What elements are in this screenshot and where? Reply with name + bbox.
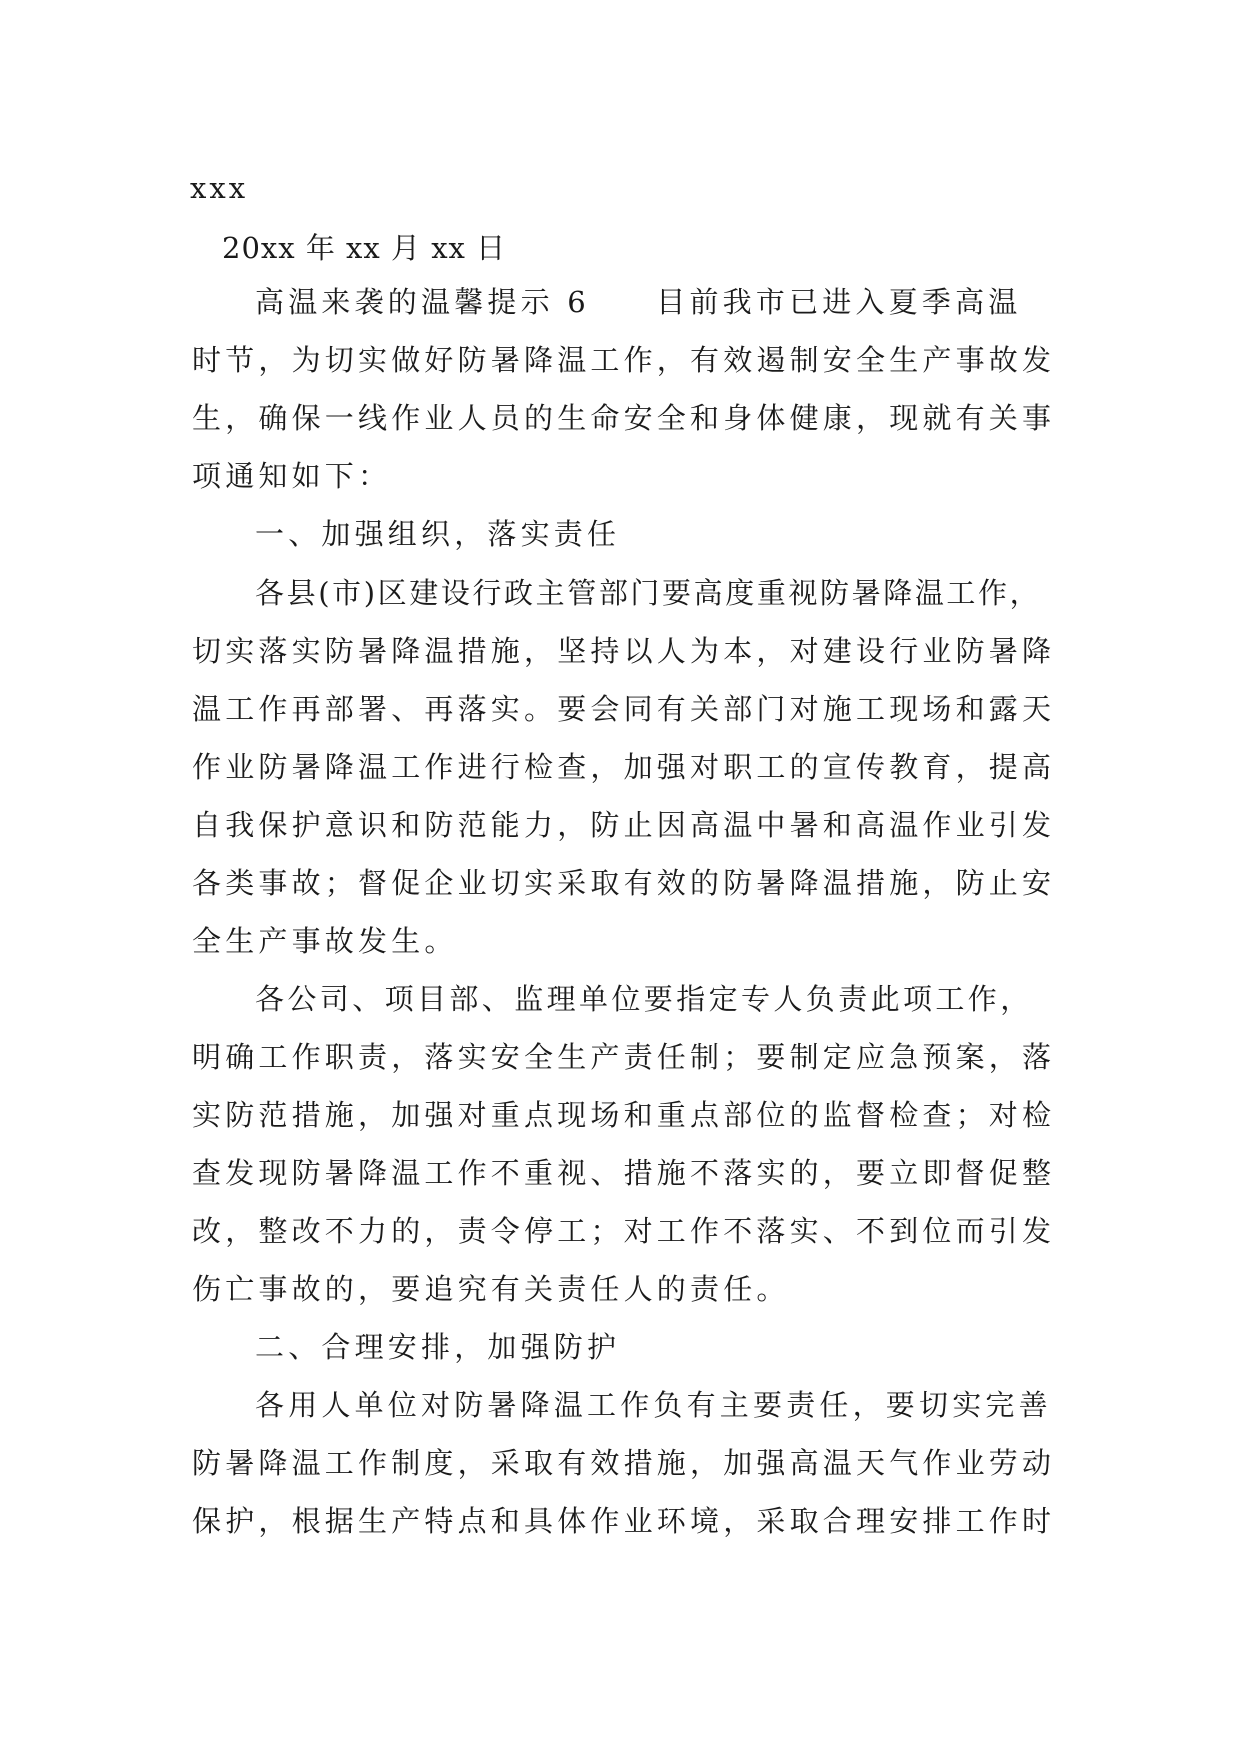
paragraph-line: 改，整改不力的，责令停工；对工作不落实、不到位而引发 bbox=[192, 1214, 1056, 1248]
paragraph-line: 全生产事故发生。 bbox=[192, 924, 458, 958]
paragraph-line: 防暑降温工作制度，采取有效措施，加强高温天气作业劳动 bbox=[192, 1446, 1056, 1480]
section-heading: 二、合理安排，加强防护 bbox=[255, 1330, 621, 1364]
paragraph-line: 查发现防暑降温工作不重视、措施不落实的，要立即督促整 bbox=[192, 1156, 1056, 1190]
paragraph-line: 各县(市)区建设行政主管部门要高度重视防暑降温工作， bbox=[255, 576, 1042, 610]
paragraph-line: 伤亡事故的，要追究有关责任人的责任。 bbox=[192, 1272, 790, 1306]
paragraph-line: 项通知如下： bbox=[192, 459, 392, 493]
section-heading: 一、加强组织，落实责任 bbox=[255, 517, 621, 551]
paragraph-line: 保护，根据生产特点和具体作业环境，采取合理安排工作时 bbox=[192, 1504, 1056, 1538]
paragraph-line: 各用人单位对防暑降温工作负有主要责任，要切实完善 bbox=[255, 1388, 1052, 1422]
paragraph-line: 明确工作职责，落实安全生产责任制；要制定应急预案，落 bbox=[192, 1040, 1056, 1074]
paragraph-line: 自我保护意识和防范能力，防止因高温中暑和高温作业引发 bbox=[192, 808, 1056, 842]
date-line: 20xx 年 xx 月 xx 日 bbox=[222, 231, 507, 265]
signature: xxx bbox=[190, 171, 249, 205]
paragraph-line: 各类事故；督促企业切实采取有效的防暑降温措施，防止安 bbox=[192, 866, 1056, 900]
paragraph-line: 各公司、项目部、监理单位要指定专人负责此项工作， bbox=[255, 982, 1033, 1016]
paragraph-line: 温工作再部署、再落实。要会同有关部门对施工现场和露天 bbox=[192, 692, 1056, 726]
paragraph-line: 作业防暑降温工作进行检查，加强对职工的宣传教育，提高 bbox=[192, 750, 1056, 784]
paragraph-line: 生，确保一线作业人员的生命安全和身体健康，现就有关事 bbox=[192, 401, 1056, 435]
paragraph-line: 切实落实防暑降温措施，坚持以人为本，对建设行业防暑降 bbox=[192, 634, 1056, 668]
paragraph-line: 高温来袭的温馨提示 6 目前我市已进入夏季高温 bbox=[255, 285, 1022, 319]
paragraph-line: 时节，为切实做好防暑降温工作，有效遏制安全生产事故发 bbox=[192, 343, 1056, 377]
paragraph-line: 实防范措施，加强对重点现场和重点部位的监督检查；对检 bbox=[192, 1098, 1056, 1132]
